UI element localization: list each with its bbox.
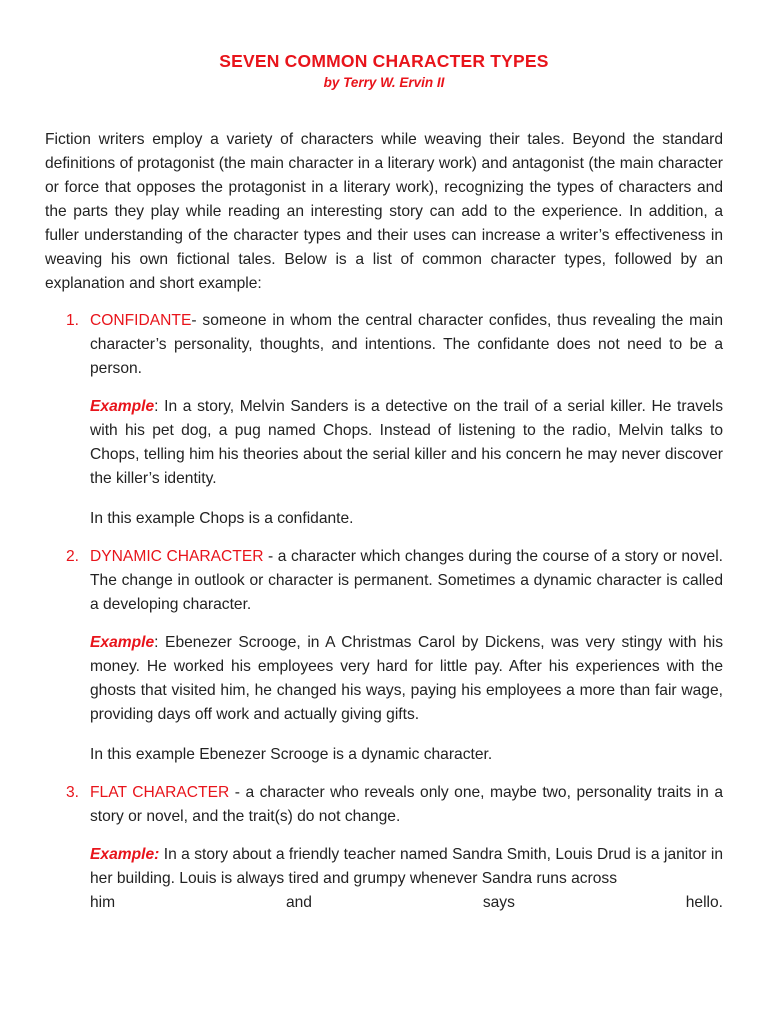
example-text: : Ebenezer Scrooge, in A Christmas Carol by Dickens, was very stingy with his money. He worked his employees very hard for little pay. After his experiences with the ghosts that visited him, he changed his ways, paying his employees a more than fair wage, providing days off work and actually giving gifts. [90, 634, 723, 723]
item-conclusion: In this example Chops is a confidante. [90, 510, 354, 527]
list-item-confidante [45, 309, 723, 531]
item-example [90, 395, 723, 491]
example-text: : In a story, Melvin Sanders is a detective on the trail of a serial killer. He travels with his pet dog, a pug named Chops. Instead of listening to the radio, Melvin talks to Chops, telling him his theories about the serial killer and his concern he may never discover the killer’s identity. [90, 398, 723, 487]
item-example [90, 631, 723, 727]
item-conclusion: In this example Ebenezer Scrooge is a dynamic character. [90, 746, 493, 763]
item-number: 1. [66, 312, 80, 329]
list-item-flat-character [45, 781, 723, 915]
item-definition-text: - a character which changes during the course of a story or novel. The change in outlook or character is permanent. Sometimes a dynamic character is called a developing character. [90, 548, 723, 613]
intro-last-line: Below is a list of common character types, followed by an explanation and short example: [45, 251, 723, 292]
intro-text: Fiction writers employ a variety of characters while weaving their tales. Beyond the standard definitions of protagonist (the main character in a literary work) and antagonist (the main character or force that opposes the protagonist in a literary work), recognizing the types of characters and the parts they play while reading an interesting story can add to the experience. In addition, a fuller understanding of the character types and their uses can increase a writer’s effectiveness in weaving his own fictional tales. [45, 131, 723, 268]
item-definition-text: - someone in whom the central character confides, thus revealing the main character’s personality, thoughts, and intentions. The confidante does not need to be a person. [90, 312, 723, 377]
character-type-list [45, 309, 723, 915]
item-definition [90, 545, 723, 617]
list-item-dynamic-character [45, 545, 723, 767]
item-term: CONFIDANTE [90, 312, 192, 329]
item-number: 3. [66, 784, 80, 801]
example-label: Example: [90, 846, 160, 863]
item-definition [90, 781, 723, 829]
example-text: In a story about a friendly teacher named Sandra Smith, Louis Drud is a janitor in her building. Louis is always tired and grumpy whenever Sandra runs across [90, 846, 723, 887]
author-byline: by Terry W. Ervin II [323, 75, 445, 90]
example-label: Example [90, 634, 155, 651]
intro-paragraph [45, 128, 723, 296]
item-example [90, 843, 723, 915]
item-term: FLAT CHARACTER [90, 784, 230, 801]
item-definition-text: - a character who reveals only one, maybe two, personality traits in a story or novel, and the trait(s) do not change. [90, 784, 723, 825]
item-term: DYNAMIC CHARACTER [90, 548, 264, 565]
document-title: SEVEN COMMON CHARACTER TYPES [219, 51, 549, 71]
example-last-line: him and says hello. [90, 894, 723, 911]
item-definition [90, 309, 723, 381]
item-number: 2. [66, 548, 80, 565]
example-label: Example [90, 398, 155, 415]
